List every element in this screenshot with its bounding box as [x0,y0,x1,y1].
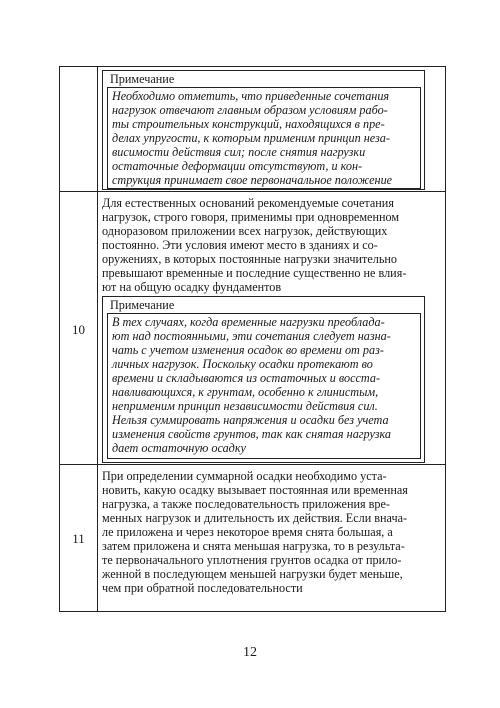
row-text-line: одноразовом приложении всех нагрузок, действующих [102,224,388,238]
row-text-line: чем при обратной последовательности [102,581,303,595]
row-text-line: нагрузок, строго говоря, применимы при одновременном [102,210,400,224]
page-number: 12 [243,645,257,660]
row-text-line: ле приложена и через некоторое время снята большая, а [102,525,393,539]
row-text-line: Для естественных оснований рекомендуемые сочетания [102,196,394,210]
row-text-line: постоянно. Эти условия имеют место в зданиях и со- [102,238,378,252]
table-column-divider [97,67,98,611]
note-title: Примечание [110,72,175,86]
note-box [102,70,425,190]
row-text-line: женной в последующем меньшей нагрузки будет меньше, [102,567,403,581]
note-line: времени и складываются из остаточных и восста- [112,371,381,385]
note-line: струкция принимает свое первоначальное положение [112,173,393,187]
note-line: висимости действия сил; после снятия нагрузки [112,145,366,159]
row-text-line: менных нагрузок и длительность их действия. Если внача- [102,511,408,525]
table-row-divider [60,191,445,192]
note-title: Примечание [110,298,175,312]
row-text-line: ют на общую осадку фундаментов [102,280,282,294]
row-text-line: затем приложена и снята меньшая нагрузка, то в результа- [102,539,405,553]
note-line: ют над постоянными, эти сочетания следует назна- [112,329,391,343]
note-line: Необходимо отметить, что приведенные сочетания [112,89,390,103]
note-line: чать с учетом изменения осадок во времени от раз- [112,343,384,357]
row-text-line: нагрузка, а также последовательность приложения вре- [102,497,390,511]
row-number: 10 [72,322,85,337]
row-text-line: превышают временные и последние существенно не влия- [102,266,407,280]
row-text-line: новить, какую осадку вызывает постоянная или временная [102,483,408,497]
note-line: ты строительных конструкций, находящихся в пре- [112,117,385,131]
note-line: дает остаточную осадку [112,441,246,455]
requirements-table [59,66,446,612]
note-box [102,296,425,463]
note-text-box [107,87,421,189]
note-line: В тех случаях, когда временные нагрузки преоблада- [112,315,385,329]
table-row-divider [60,464,445,465]
row-number: 11 [72,531,85,546]
note-line: навливающихся, к грунтам, особенно к глинистым, [112,385,379,399]
row-text-line: те первоначального уплотнения грунтов осадка от прило- [102,553,402,567]
note-line: изменения свойств грунтов, так как снятая нагрузка [112,427,391,441]
note-text-box [107,313,421,459]
note-line: Нельзя суммировать напряжения и осадки без учета [112,413,389,427]
note-line: остаточные деформации отсутствуют, и кон- [112,159,363,173]
note-line: нагрузок отвечают главным образом условиям рабо- [112,103,388,117]
row-text-line: При определении суммарной осадки необходимо уста- [102,469,387,483]
note-line: неприменим принцип независимости действия сил. [112,399,378,413]
note-line: личных нагрузок. Поскольку осадки протекают во [112,357,373,371]
note-line: делах упругости, к которым применим принцип неза- [112,131,390,145]
row-text-line: оружениях, в которых постоянные нагрузки значительно [102,252,397,266]
